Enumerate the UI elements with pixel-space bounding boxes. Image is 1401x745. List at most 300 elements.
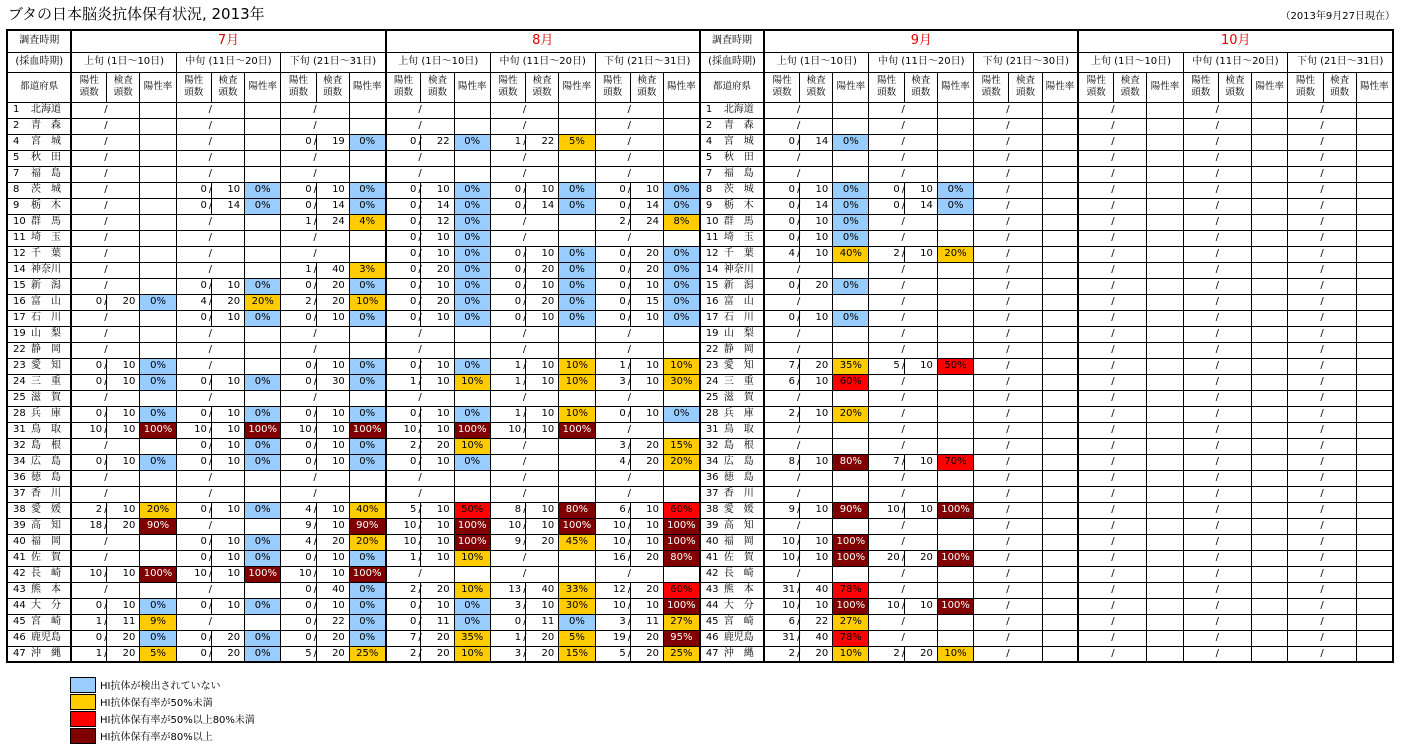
prefecture-name: 鳥 取 <box>723 424 754 435</box>
prefecture-number: 23 <box>705 360 719 371</box>
prefecture-number: 31 <box>705 424 719 435</box>
slash: / <box>627 136 631 147</box>
positive-rate <box>1147 118 1183 134</box>
slash: / <box>313 152 317 163</box>
positive-rate <box>1147 262 1183 278</box>
positive-rate <box>663 230 699 246</box>
positive-count: 10 <box>764 534 799 550</box>
slash: / <box>901 104 905 115</box>
prefecture-number: 24 <box>705 376 719 387</box>
slash: / <box>1111 152 1115 163</box>
slash: / <box>208 616 213 627</box>
tested-value: 10 <box>332 456 345 467</box>
prefecture-number: 28 <box>705 408 719 419</box>
table-row <box>7 278 1393 294</box>
tested-heads-header <box>1218 72 1251 102</box>
positive-heads-header <box>764 72 799 102</box>
positive-rate <box>1147 502 1183 518</box>
prefecture-cell <box>7 278 71 294</box>
positive-count <box>281 166 349 182</box>
positive-rate: 100% <box>833 550 869 566</box>
positive-count <box>1288 246 1356 262</box>
table-row <box>7 646 1393 662</box>
positive-label: 陽性 <box>1191 75 1211 86</box>
positive-rate: 0% <box>454 294 490 310</box>
positive-count <box>1288 422 1356 438</box>
positive-rate: 90% <box>349 518 385 534</box>
positive-count <box>1288 150 1356 166</box>
slash: / <box>1215 200 1220 211</box>
tested-count <box>418 230 454 246</box>
positive-count <box>281 326 349 342</box>
tested-count <box>901 646 937 662</box>
prefecture-name: 熊 本 <box>31 584 61 595</box>
tested-count <box>901 502 937 518</box>
slash: / <box>1215 600 1220 611</box>
tested-value: 20 <box>646 248 659 259</box>
positive-rate: 10% <box>454 438 490 454</box>
slash: / <box>901 551 906 563</box>
slash: / <box>1320 520 1324 531</box>
tested-value: 14 <box>436 200 450 211</box>
tested-value: 20 <box>646 552 659 563</box>
slash: / <box>418 535 422 547</box>
period-header: 中旬 (11日～20日) <box>1183 52 1288 72</box>
positive-rate: 5% <box>559 134 595 150</box>
positive-count: 4 <box>595 454 630 470</box>
positive-rate <box>1252 166 1288 182</box>
tested-value: 20 <box>541 632 555 643</box>
slash: / <box>522 488 527 499</box>
slash: / <box>208 295 213 307</box>
positive-rate <box>833 166 869 182</box>
positive-rate: 0% <box>663 198 699 214</box>
slash: / <box>1320 200 1324 211</box>
positive-count <box>281 390 349 406</box>
heads-label: 頭数 <box>1295 87 1315 98</box>
positive-rate: 10% <box>559 374 595 390</box>
positive-rate: 0% <box>349 630 385 646</box>
tested-value: 22 <box>815 616 829 627</box>
tested-value: 10 <box>436 552 450 563</box>
positive-count: 0 <box>176 374 211 390</box>
tested-count <box>208 278 244 294</box>
slash: / <box>796 135 801 147</box>
positive-rate <box>937 374 973 390</box>
slash: / <box>104 184 108 195</box>
slash: / <box>901 216 905 227</box>
positive-rate <box>1042 550 1078 566</box>
positive-rate: 0% <box>454 262 490 278</box>
positive-rate <box>559 470 595 486</box>
heads-label: 頭数 <box>1330 87 1350 98</box>
positive-rate <box>937 630 973 646</box>
prefecture-name: 神奈川 <box>723 264 754 275</box>
positive-count <box>974 150 1042 166</box>
positive-rate: 0% <box>454 358 490 374</box>
positive-count <box>1288 134 1356 150</box>
prefecture-number: 36 <box>705 472 719 483</box>
slash: / <box>208 503 213 515</box>
slash: / <box>1111 504 1115 515</box>
tested-value: 20 <box>920 647 933 659</box>
header-row-month <box>7 30 1393 52</box>
tested-value: 10 <box>332 408 345 419</box>
prefecture-number: 37 <box>705 488 719 499</box>
slash: / <box>418 231 422 243</box>
tested-value: 20 <box>122 296 136 307</box>
slash: / <box>796 631 801 643</box>
positive-rate <box>1356 614 1393 630</box>
positive-rate: 0% <box>559 246 595 262</box>
positive-count: 10 <box>71 422 106 438</box>
positive-count <box>1078 566 1146 582</box>
positive-rate <box>1356 230 1393 246</box>
slash: / <box>1320 440 1324 451</box>
slash: / <box>627 439 632 451</box>
positive-count: 0 <box>869 198 904 214</box>
slash: / <box>1320 296 1324 307</box>
tested-value: 20 <box>815 647 829 659</box>
positive-count <box>1183 566 1251 582</box>
tested-count <box>418 310 454 326</box>
positive-count: 0 <box>490 278 525 294</box>
prefecture-number: 19 <box>13 328 26 339</box>
positive-rate <box>245 390 281 406</box>
tested-value: 10 <box>815 184 829 195</box>
prefecture-name: 茨 城 <box>31 184 61 195</box>
slash: / <box>523 247 527 259</box>
prefecture-number: 23 <box>13 360 26 371</box>
positive-count: 0 <box>281 310 316 326</box>
positive-rate <box>1147 422 1183 438</box>
slash: / <box>418 359 422 371</box>
positive-count <box>71 166 139 182</box>
positive-count <box>1078 534 1146 550</box>
slash: / <box>901 568 905 579</box>
legend-swatch <box>70 711 96 727</box>
slash: / <box>796 199 801 211</box>
prefecture-cell <box>7 326 71 342</box>
positive-rate <box>1252 534 1288 550</box>
prefecture-name: 北海道 <box>31 104 61 115</box>
positive-count: 10 <box>71 566 106 582</box>
positive-rate <box>140 550 176 566</box>
slash: / <box>104 488 108 499</box>
positive-rate: 100% <box>454 422 490 438</box>
positive-rate <box>1356 358 1393 374</box>
slash: / <box>522 104 527 115</box>
positive-rate <box>559 486 595 502</box>
slash: / <box>796 615 801 627</box>
tested-count <box>208 566 244 582</box>
positive-label: 陽性 <box>877 75 897 86</box>
slash: / <box>1111 600 1115 611</box>
positive-count: 0 <box>281 198 316 214</box>
prefecture-cell <box>700 646 764 662</box>
positive-rate <box>1042 390 1078 406</box>
positive-rate <box>1252 598 1288 614</box>
table-row <box>7 262 1393 278</box>
positive-count: 0 <box>764 310 799 326</box>
positive-rate <box>454 166 490 182</box>
positive-rate <box>454 566 490 582</box>
positive-rate: 90% <box>833 502 869 518</box>
positive-rate <box>833 294 869 310</box>
tested-count <box>796 310 832 326</box>
slash: / <box>104 407 108 419</box>
prefecture-number: 41 <box>13 552 26 563</box>
slash: / <box>104 615 108 627</box>
positive-rate <box>140 534 176 550</box>
prefecture-header: 都道府県 <box>700 72 764 102</box>
positive-rate <box>937 438 973 454</box>
positive-count <box>176 134 244 150</box>
slash: / <box>1215 312 1220 323</box>
positive-count: 10 <box>490 422 525 438</box>
tested-count <box>627 262 663 278</box>
table-row <box>7 566 1393 582</box>
slash: / <box>1111 104 1115 115</box>
positive-count <box>1078 278 1146 294</box>
positive-rate <box>1356 150 1393 166</box>
table-row <box>7 166 1393 182</box>
tested-count <box>313 182 349 198</box>
slash: / <box>523 503 527 515</box>
tested-count <box>796 630 832 646</box>
positive-rate <box>1356 246 1393 262</box>
tested-value: 10 <box>122 376 136 387</box>
prefecture-number: 17 <box>13 312 26 323</box>
positive-rate: 0% <box>245 198 281 214</box>
positive-count: 2 <box>869 246 904 262</box>
tested-value: 14 <box>541 200 555 211</box>
tested-count <box>208 550 244 566</box>
positive-rate <box>1252 614 1288 630</box>
prefecture-name: 群 馬 <box>723 216 754 227</box>
tested-count <box>208 598 244 614</box>
positive-count: 31 <box>764 630 799 646</box>
positive-count: 0 <box>595 406 630 422</box>
positive-count <box>386 102 454 118</box>
prefecture-name: 島 根 <box>723 440 754 451</box>
positive-rate <box>833 342 869 358</box>
positive-count: 1 <box>595 358 630 374</box>
prefecture-number: 2 <box>13 120 20 131</box>
positive-count: 6 <box>595 502 630 518</box>
tested-count <box>627 614 663 630</box>
positive-rate: 60% <box>833 374 869 390</box>
heads-label: 頭数 <box>981 87 1001 98</box>
positive-count: 7 <box>386 630 421 646</box>
slash: / <box>313 344 317 355</box>
slash: / <box>1215 536 1220 547</box>
positive-rate <box>349 470 385 486</box>
positive-count <box>71 134 139 150</box>
positive-count: 1 <box>490 630 525 646</box>
slash: / <box>208 439 213 451</box>
positive-count <box>1183 342 1251 358</box>
prefecture-cell <box>700 118 764 134</box>
positive-count <box>1078 342 1146 358</box>
positive-count <box>869 470 937 486</box>
tested-count <box>104 630 140 646</box>
positive-rate <box>1042 422 1078 438</box>
positive-rate: 15% <box>559 646 595 662</box>
slash: / <box>104 375 108 387</box>
slash: / <box>313 647 317 659</box>
positive-count: 10 <box>764 550 799 566</box>
prefecture-cell <box>700 214 764 230</box>
positive-count <box>176 470 244 486</box>
positive-rate <box>1147 630 1183 646</box>
slash: / <box>1320 616 1324 627</box>
tested-count <box>796 502 832 518</box>
heads-label: 頭数 <box>323 87 343 98</box>
positive-rate <box>245 102 281 118</box>
positive-count <box>1183 470 1251 486</box>
slash: / <box>418 631 422 643</box>
positive-count: 9 <box>490 534 525 550</box>
tested-value: 20 <box>541 536 555 547</box>
positive-count <box>1288 214 1356 230</box>
prefecture-name: 秋 田 <box>31 152 61 163</box>
slash: / <box>418 295 422 307</box>
slash: / <box>208 455 213 467</box>
slash: / <box>1215 104 1220 115</box>
positive-count: 6 <box>764 374 799 390</box>
slash: / <box>1006 168 1010 179</box>
slash: / <box>104 264 108 275</box>
table-row <box>7 230 1393 246</box>
prefecture-number: 39 <box>705 520 719 531</box>
positive-rate <box>937 294 973 310</box>
positive-count <box>1078 326 1146 342</box>
tested-count <box>627 438 663 454</box>
tested-value: 20 <box>436 264 450 275</box>
slash: / <box>418 568 422 579</box>
positive-rate: 0% <box>245 374 281 390</box>
prefecture-cell <box>700 518 764 534</box>
positive-count <box>386 166 454 182</box>
slash: / <box>1006 120 1010 131</box>
positive-rate <box>1147 486 1183 502</box>
positive-count: 0 <box>71 294 106 310</box>
prefecture-number: 10 <box>705 216 719 227</box>
positive-count <box>974 486 1042 502</box>
positive-rate <box>1042 278 1078 294</box>
tested-value: 10 <box>646 312 659 323</box>
positive-rate <box>1356 566 1393 582</box>
positive-rate <box>1356 550 1393 566</box>
positive-count: 0 <box>764 182 799 198</box>
positive-count <box>1183 358 1251 374</box>
tested-label: 検査 <box>1225 75 1245 86</box>
slash: / <box>1006 616 1010 627</box>
positive-count <box>974 406 1042 422</box>
positive-rate <box>1147 310 1183 326</box>
positive-rate <box>1147 646 1183 662</box>
positive-count <box>869 262 937 278</box>
positive-count <box>176 246 244 262</box>
positive-count <box>1078 118 1146 134</box>
positive-rate <box>937 582 973 598</box>
slash: / <box>1111 360 1115 371</box>
slash: / <box>418 247 422 259</box>
heads-label: 頭数 <box>877 87 897 98</box>
prefecture-number: 15 <box>705 280 719 291</box>
positive-count: 3 <box>595 438 630 454</box>
prefecture-name: 徳 島 <box>31 472 61 483</box>
prefecture-cell <box>700 342 764 358</box>
positive-rate: 20% <box>245 294 281 310</box>
tested-value: 10 <box>815 536 829 547</box>
positive-rate: 0% <box>454 230 490 246</box>
positive-count <box>1288 550 1356 566</box>
positive-count: 10 <box>386 422 421 438</box>
tested-value: 20 <box>122 632 136 643</box>
positive-count <box>1288 598 1356 614</box>
positive-count <box>1288 518 1356 534</box>
positive-count: 13 <box>490 582 525 598</box>
positive-rate: 0% <box>349 406 385 422</box>
slash: / <box>313 104 317 115</box>
positive-label: 陽性 <box>498 75 518 86</box>
positive-count <box>1183 582 1251 598</box>
slash: / <box>313 583 317 595</box>
positive-rate <box>140 310 176 326</box>
prefecture-name: 広 島 <box>723 456 754 467</box>
positive-count <box>595 150 663 166</box>
tested-value: 10 <box>227 440 241 451</box>
legend-swatch <box>70 728 96 744</box>
tested-value: 10 <box>122 360 136 371</box>
slash: / <box>522 152 527 163</box>
slash: / <box>1111 312 1115 323</box>
positive-rate <box>1356 198 1393 214</box>
slash: / <box>796 455 801 467</box>
positive-count: 0 <box>176 646 211 662</box>
positive-rate <box>1252 422 1288 438</box>
tested-value: 10 <box>646 376 659 387</box>
prefecture-number: 31 <box>13 424 26 435</box>
tested-label: 検査 <box>1015 75 1035 86</box>
positive-rate <box>559 438 595 454</box>
heads-label: 頭数 <box>393 87 413 98</box>
positive-count: 8 <box>764 454 799 470</box>
slash: / <box>418 104 422 115</box>
positive-rate <box>937 518 973 534</box>
positive-rate <box>245 134 281 150</box>
slash: / <box>208 279 213 291</box>
tested-value: 10 <box>436 184 450 195</box>
tested-label: 検査 <box>323 75 343 86</box>
positive-count <box>1183 502 1251 518</box>
table-row <box>7 358 1393 374</box>
positive-count: 0 <box>764 134 799 150</box>
tested-value: 10 <box>815 312 829 323</box>
slash: / <box>313 439 317 451</box>
slash: / <box>104 104 108 115</box>
slash: / <box>1215 424 1220 435</box>
positive-count: 0 <box>71 406 106 422</box>
positive-count <box>974 534 1042 550</box>
slash: / <box>523 631 527 643</box>
positive-heads-header <box>974 72 1009 102</box>
slash: / <box>418 135 422 147</box>
positive-rate <box>1042 262 1078 278</box>
month-header: 8月 <box>386 30 700 52</box>
